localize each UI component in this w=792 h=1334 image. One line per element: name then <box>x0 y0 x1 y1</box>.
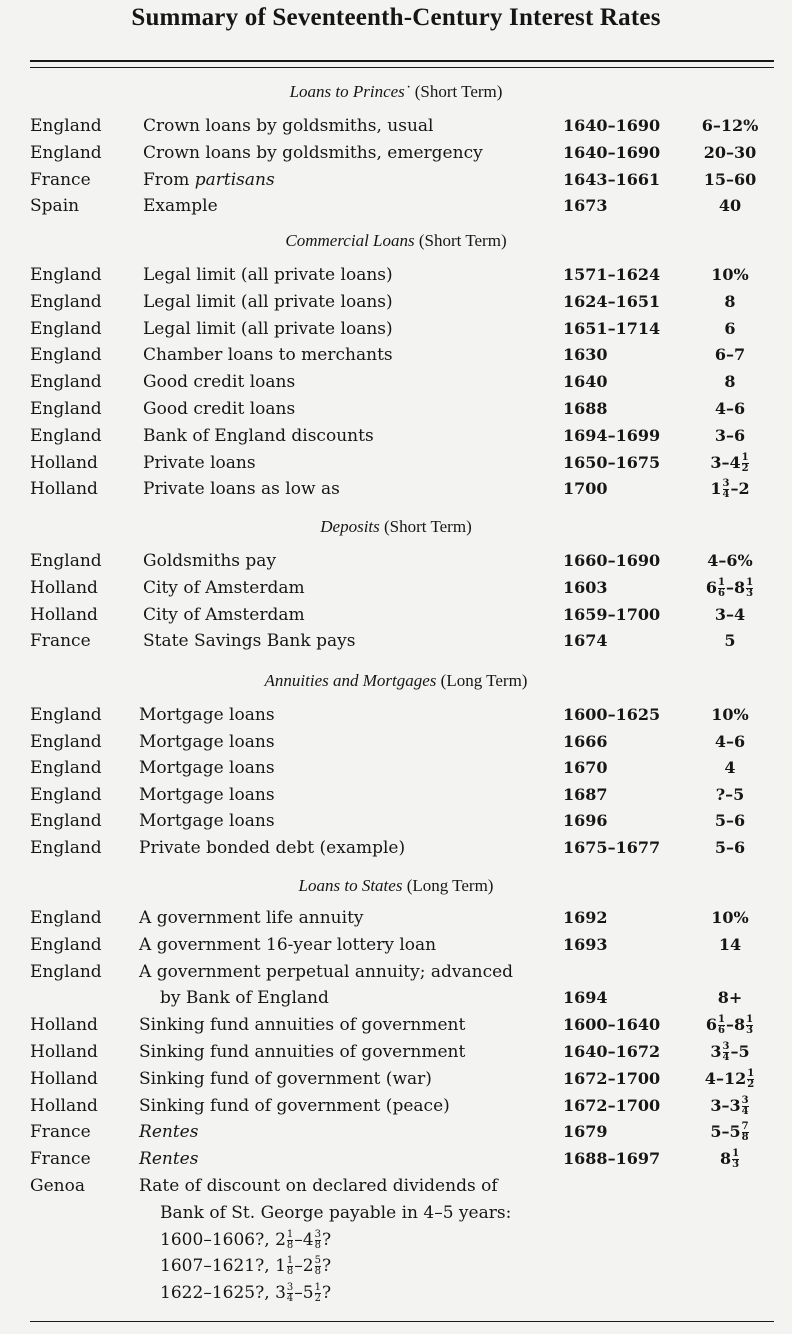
description-cell: Crown loans by goldsmiths, emergency <box>143 142 483 163</box>
period-cell: 1672–1700 <box>563 1068 661 1088</box>
fraction: $\frac{3}{4}$ <box>741 1094 749 1117</box>
description-cell: Good credit loans <box>143 372 296 393</box>
description-cell: Bank of St. George payable in 4–5 years: <box>160 1202 512 1223</box>
fraction: $\frac{1}{6}$ <box>718 576 725 599</box>
description-cell: City of Amsterdam <box>143 577 305 598</box>
fraction: $\frac{3}{4}$ <box>722 1041 730 1063</box>
table-row <box>0 782 792 808</box>
rate-cell: 10% <box>711 908 749 927</box>
period-cell: 1670 <box>563 758 608 777</box>
fraction: $\frac{1}{8}$ <box>286 1255 294 1278</box>
rate-cell: 4–6 <box>714 399 746 418</box>
period-cell: 1600–1625 <box>563 705 661 724</box>
description-cell: City of Amsterdam <box>143 604 305 625</box>
country-cell: England <box>30 961 102 982</box>
country-cell: England <box>30 758 102 778</box>
table-row <box>0 289 792 315</box>
rate-cell: 4–6% <box>707 551 753 570</box>
table-row <box>0 1093 792 1119</box>
table-row <box>0 476 792 502</box>
period-cell: 1624–1651 <box>563 291 661 311</box>
rate-cell: 3–4 <box>714 604 746 624</box>
table-row <box>0 140 792 166</box>
table-row <box>0 396 792 422</box>
table-row <box>0 548 792 574</box>
country-cell: Holland <box>30 604 98 625</box>
country-cell: England <box>30 731 102 752</box>
rate-cell: 10% <box>711 705 749 724</box>
description-cell: by Bank of England <box>160 988 329 1009</box>
rate-cell: 8+ <box>717 988 743 1008</box>
table-row <box>0 905 792 931</box>
period-cell: 1694–1699 <box>563 425 661 445</box>
country-cell: France <box>30 631 91 652</box>
description-cell: Sinking fund annuities of government <box>139 1042 466 1062</box>
table-row <box>0 1146 792 1172</box>
fraction: $\frac{1}{3}$ <box>732 1148 740 1171</box>
table-row <box>0 575 792 601</box>
period-cell: 1660–1690 <box>563 551 661 570</box>
period-cell: 1688–1697 <box>563 1149 661 1169</box>
country-cell: Holland <box>30 1095 98 1116</box>
section-heading: Annuities and Mortgages (Long Term) <box>264 671 528 690</box>
period-cell: 1688 <box>563 399 608 418</box>
table-row <box>0 423 792 449</box>
country-cell: France <box>30 169 91 190</box>
description-cell: Legal limit (all private loans) <box>143 265 393 285</box>
country-cell: Holland <box>30 1068 98 1089</box>
country-cell: England <box>30 551 102 571</box>
description-cell: From partisans <box>143 169 275 190</box>
description-cell: Chamber loans to merchants <box>143 345 393 366</box>
period-cell: 1696 <box>563 811 608 830</box>
period-cell: 1640–1690 <box>563 116 661 135</box>
description-cell: Good credit loans <box>143 399 296 419</box>
section-heading: Deposits (Short Term) <box>320 517 472 536</box>
rate-cell: 5–6 <box>714 811 746 830</box>
description-cell: Rate of discount on declared dividends of <box>139 1176 498 1196</box>
rate-cell: 6–12% <box>701 116 759 135</box>
period-cell: 1640–1690 <box>563 142 661 162</box>
period-cell: 1693 <box>563 934 608 954</box>
table-row <box>0 1119 792 1145</box>
fraction: $\frac{1}{3}$ <box>746 1014 754 1037</box>
description-cell: Goldsmiths pay <box>143 551 277 571</box>
country-cell: Spain <box>30 196 80 217</box>
fraction: $\frac{1}{2}$ <box>314 1282 321 1305</box>
country-cell: England <box>30 142 102 163</box>
section-heading: Loans to Princes˙ (Short Term) <box>289 82 503 101</box>
period-cell: 1674 <box>563 631 608 651</box>
period-cell: 1679 <box>563 1122 608 1142</box>
rate-cell: 3–6 <box>714 425 746 445</box>
period-cell: 1694 <box>563 988 608 1008</box>
description-cell: Mortgage loans <box>139 731 275 752</box>
rate-cell: 6 $\frac{1}{6}$ –8 $\frac{1}{3}$ <box>705 576 754 599</box>
fraction: $\frac{7}{8}$ <box>741 1121 749 1144</box>
description-cell: Mortgage loans <box>139 758 275 778</box>
country-cell: Holland <box>30 577 98 598</box>
rate-cell: 5–6 <box>714 837 746 857</box>
period-cell: 1666 <box>563 731 608 751</box>
table-row <box>0 1066 792 1092</box>
country-cell: England <box>30 291 102 312</box>
period-cell: 1643–1661 <box>563 169 661 189</box>
table-row <box>0 602 792 628</box>
description-cell: Bank of England discounts <box>143 425 374 446</box>
description-cell: 1607–1621?, 1 $\frac{1}{8}$ –2 $\frac{5}{8}$ ? <box>160 1255 332 1278</box>
period-cell: 1640 <box>563 372 608 392</box>
table-row <box>0 1253 792 1279</box>
table-row <box>0 316 792 342</box>
table-row <box>0 167 792 193</box>
rate-cell: 1 $\frac{3}{4}$ –2 <box>710 478 750 501</box>
rate-cell: 4–6 <box>714 731 746 751</box>
period-cell: 1651–1714 <box>563 318 661 338</box>
table-row <box>0 1012 792 1038</box>
fraction: $\frac{1}{3}$ <box>746 576 754 599</box>
country-cell: England <box>30 837 102 858</box>
period-cell: 1600–1640 <box>563 1015 661 1035</box>
description-cell: Private loans as low as <box>143 479 340 500</box>
period-cell: 1650–1675 <box>563 452 661 472</box>
fraction: $\frac{5}{8}$ <box>314 1255 321 1278</box>
table-row <box>0 702 792 728</box>
description-cell: Rentes <box>139 1122 199 1143</box>
country-cell: England <box>30 908 102 928</box>
period-cell: 1672–1700 <box>563 1095 661 1115</box>
section-heading: Commercial Loans (Short Term) <box>285 231 507 250</box>
description-cell: Mortgage loans <box>139 784 275 805</box>
rate-cell: 3 $\frac{3}{4}$ –5 <box>710 1041 750 1063</box>
country-cell: England <box>30 265 102 285</box>
table-row <box>0 808 792 834</box>
country-cell: France <box>30 1149 91 1170</box>
country-cell: Holland <box>30 479 98 500</box>
table-row <box>0 1039 792 1065</box>
rate-cell: 5 <box>724 631 736 651</box>
description-cell: Legal limit (all private loans) <box>143 318 393 339</box>
fraction: $\frac{1}{2}$ <box>741 451 749 474</box>
fraction: $\frac{1}{8}$ <box>286 1228 294 1251</box>
table-row <box>0 369 792 395</box>
description-cell: Sinking fund annuities of government <box>139 1015 466 1036</box>
rate-cell: 14 <box>718 934 742 954</box>
fraction: $\frac{3}{4}$ <box>722 478 730 501</box>
rate-cell: 8 $\frac{1}{3}$ <box>719 1148 740 1171</box>
rate-cell: 4–12 $\frac{1}{2}$ <box>704 1067 755 1090</box>
description-cell: Legal limit (all private loans) <box>143 291 393 312</box>
period-cell: 1673 <box>563 196 608 216</box>
country-cell: England <box>30 934 102 955</box>
table-row <box>0 628 792 654</box>
table-row <box>0 450 792 476</box>
country-cell: France <box>30 1122 91 1143</box>
description-cell: Crown loans by goldsmiths, usual <box>143 116 434 136</box>
table-row <box>0 959 792 985</box>
period-cell: 1640–1672 <box>563 1042 661 1061</box>
partisans-text: partisans <box>194 169 275 190</box>
description-cell: A government 16-year lottery loan <box>139 934 437 955</box>
table-row <box>0 1227 792 1253</box>
rate-cell: 8 <box>724 291 736 311</box>
description-cell: A government life annuity <box>139 908 364 928</box>
table-row <box>0 1173 792 1199</box>
country-cell: Holland <box>30 1042 98 1062</box>
table-row <box>0 729 792 755</box>
rate-cell: 20–30 <box>703 142 757 162</box>
period-cell: 1687 <box>563 784 608 804</box>
page-title: Summary of Seventeenth-Century Interest Rates <box>131 4 661 31</box>
period-cell: 1692 <box>563 908 608 927</box>
description-cell: Mortgage loans <box>139 811 275 831</box>
country-cell: Holland <box>30 1015 98 1036</box>
country-cell: England <box>30 116 102 136</box>
country-cell: England <box>30 784 102 805</box>
table-row <box>0 193 792 219</box>
description-cell: Rentes <box>139 1149 199 1170</box>
table-row <box>0 1200 792 1226</box>
table-row <box>0 1280 792 1306</box>
description-cell: Private loans <box>143 452 256 473</box>
fraction: $\frac{1}{2}$ <box>747 1067 755 1090</box>
table-row <box>0 342 792 368</box>
table-row <box>0 835 792 861</box>
description-cell: Sinking fund of government (peace) <box>139 1095 450 1116</box>
rate-cell: 3–4 $\frac{1}{2}$ <box>710 451 749 474</box>
description-cell: 1622–1625?, 3 $\frac{3}{4}$ –5 $\frac{1}{2}$ ? <box>160 1282 332 1305</box>
description-cell: State Savings Bank pays <box>143 631 356 652</box>
rate-cell: 15–60 <box>703 169 757 189</box>
rate-cell: 3–3 $\frac{3}{4}$ <box>710 1094 749 1117</box>
country-cell: Holland <box>30 452 98 473</box>
period-cell: 1571–1624 <box>563 265 661 284</box>
period-cell: 1675–1677 <box>563 837 661 857</box>
fraction: $\frac{3}{4}$ <box>286 1282 294 1305</box>
rate-cell: 8 <box>724 372 736 392</box>
country-cell: England <box>30 318 102 339</box>
country-cell: England <box>30 705 102 725</box>
table-row <box>0 932 792 958</box>
rate-cell: 6 <box>724 318 736 338</box>
rate-cell: 6 $\frac{1}{6}$ –8 $\frac{1}{3}$ <box>705 1014 754 1037</box>
rate-cell: 40 <box>718 196 742 216</box>
table-row <box>0 755 792 781</box>
description-cell: A government perpetual annuity; advanced <box>139 961 514 982</box>
country-cell: England <box>30 425 102 446</box>
country-cell: England <box>30 399 102 419</box>
description-cell: Private bonded debt (example) <box>139 837 406 858</box>
description-cell: 1600–1606?, 2 $\frac{1}{8}$ –4 $\frac{3}{8}$ ? <box>160 1228 332 1251</box>
country-cell: England <box>30 811 102 831</box>
fraction: $\frac{1}{6}$ <box>718 1014 725 1037</box>
rate-cell: ?–5 <box>715 784 745 804</box>
description-cell: Example <box>143 196 218 217</box>
section-heading: Loans to States (Long Term) <box>298 876 494 895</box>
rate-cell: 6–7 <box>714 345 746 365</box>
table-row <box>0 262 792 288</box>
table-row <box>0 985 792 1011</box>
fraction: $\frac{3}{8}$ <box>314 1228 321 1251</box>
rate-cell: 5–5 $\frac{7}{8}$ <box>710 1121 749 1144</box>
period-cell: 1659–1700 <box>563 604 661 624</box>
table-row <box>0 113 792 139</box>
period-cell: 1700 <box>563 479 608 499</box>
rate-cell: 10% <box>711 265 749 284</box>
country-cell: Genoa <box>30 1176 85 1196</box>
description-cell: Sinking fund of government (war) <box>139 1068 432 1089</box>
rate-cell: 4 <box>724 758 736 777</box>
period-cell: 1630 <box>563 345 608 365</box>
country-cell: England <box>30 345 102 366</box>
description-cell: Mortgage loans <box>139 705 275 725</box>
country-cell: England <box>30 372 102 393</box>
period-cell: 1603 <box>563 577 608 597</box>
